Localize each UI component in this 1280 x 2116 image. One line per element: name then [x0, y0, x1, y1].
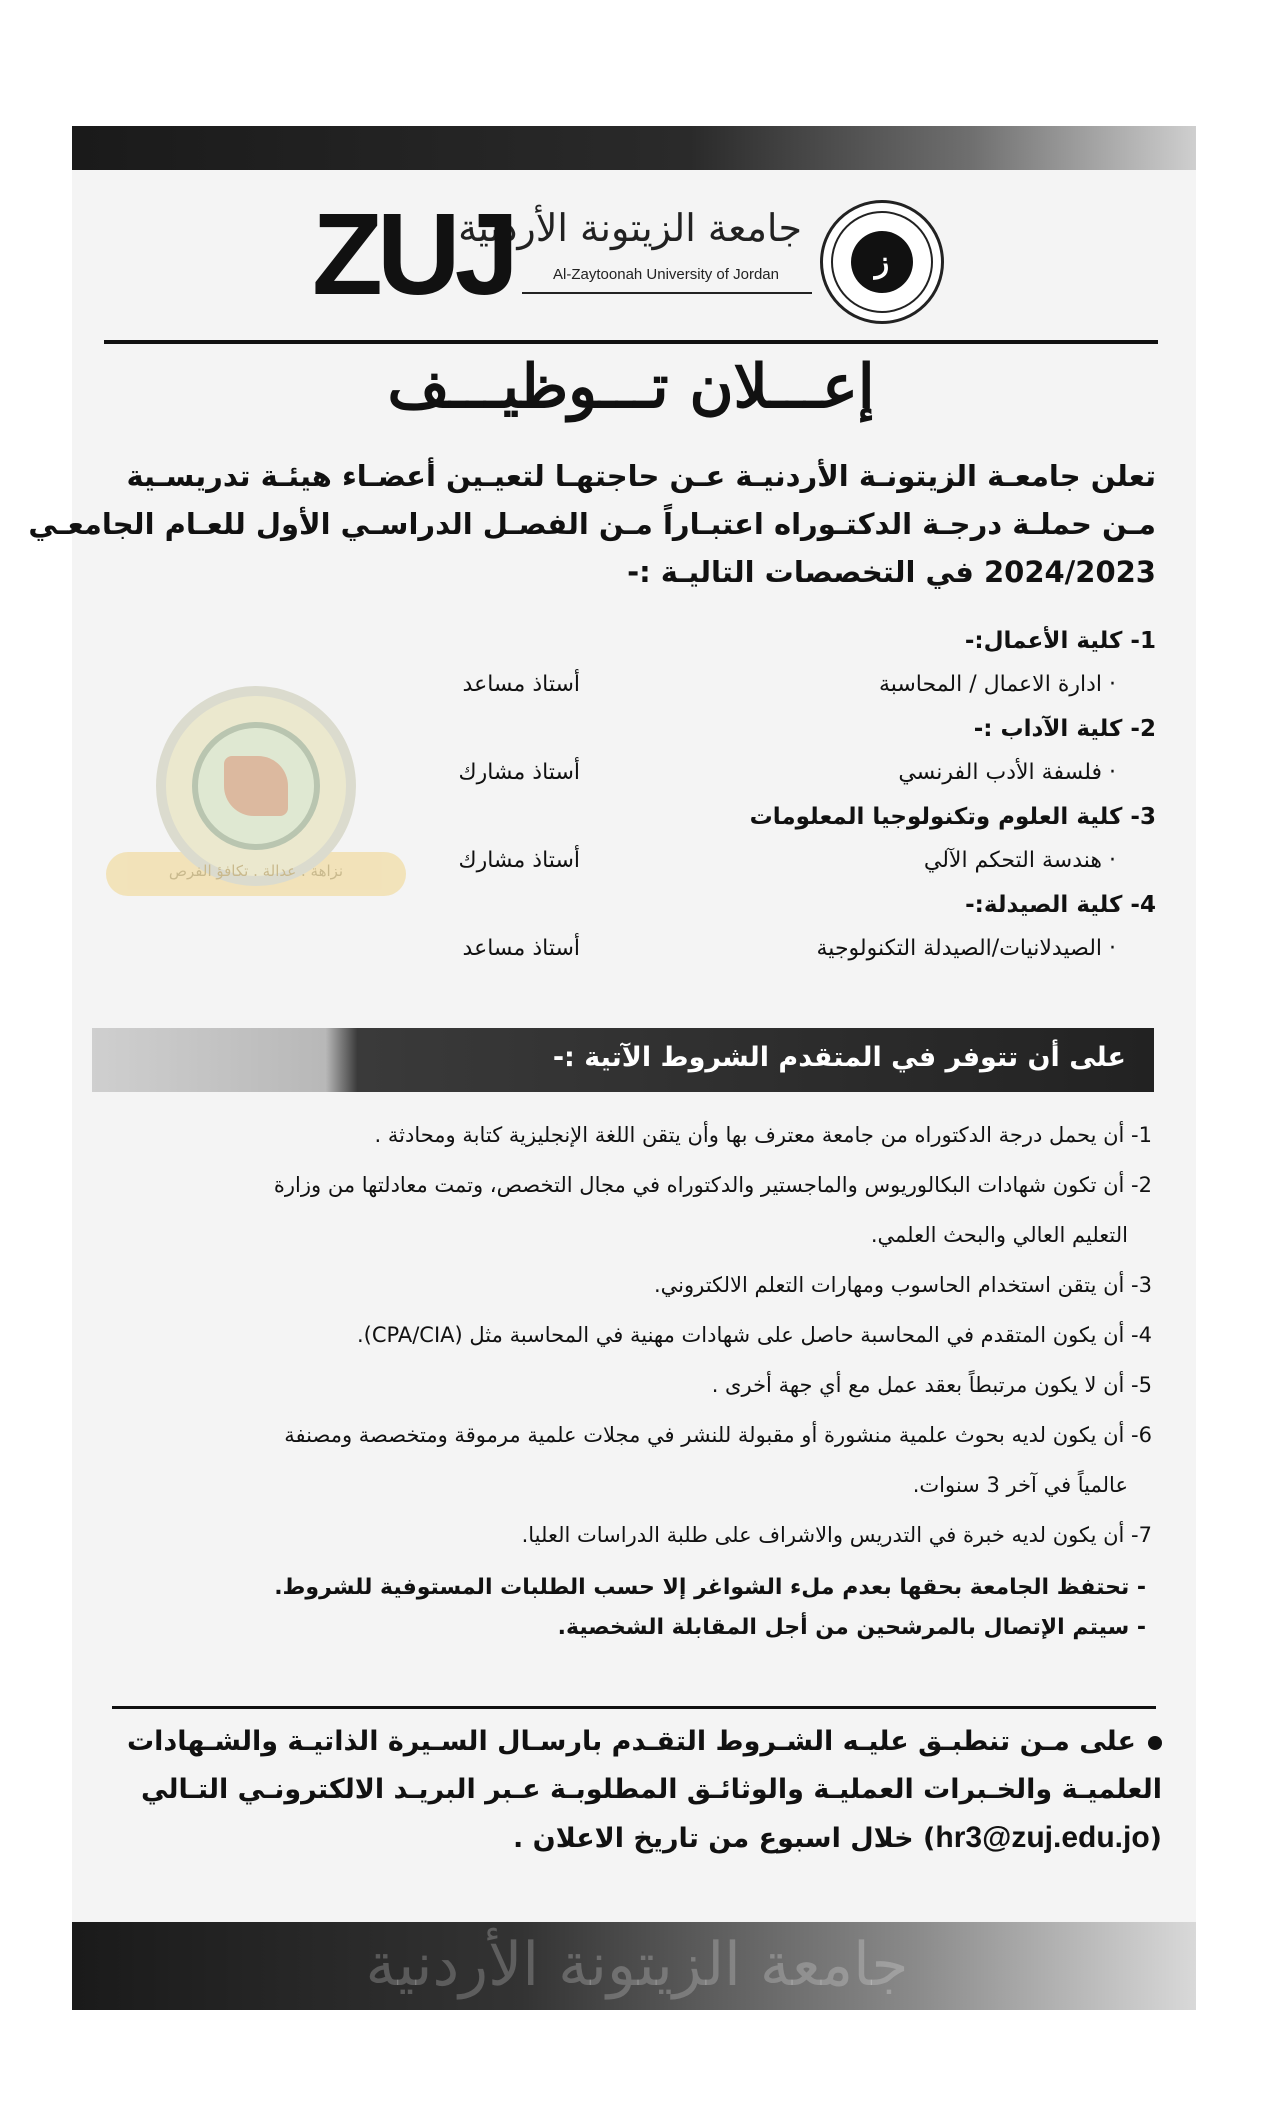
seal-letter: ز: [851, 231, 913, 293]
faculty-heading-row: [156, 628, 1156, 672]
university-name-arabic: جامعة الزيتونة الأردنية: [458, 206, 802, 250]
intro-line: تعلن جامعـة الزيتونـة الأردنيـة عـن حاجتهـا لتعيـين أعضـاء هيئـة تدريسـية: [126, 459, 1156, 493]
university-name-english: Al-Zaytoonah University of Jordan: [553, 266, 779, 283]
footer-watermark: جامعة الزيتونة الأردنية: [365, 1930, 909, 2000]
stamp-label: نزاهة . عدالة . تكافؤ الفرص: [168, 862, 344, 880]
condition-item: 6- أن يكون لديه بحوث علمية منشورة أو مقبولة للنشر في مجلات علمية مرموقة ومتخصصة ومصنفة: [284, 1423, 1152, 1447]
condition-item-continued: عالمياً في آخر 3 سنوات.: [912, 1473, 1128, 1497]
specialty: · الصيدلانيات/الصيدلة التكنولوجية: [816, 936, 1116, 961]
faculty-heading-row: [156, 716, 1156, 760]
faculty-heading-row: [156, 892, 1156, 936]
academic-rank: أستاذ مشارك: [458, 760, 580, 785]
university-seal-icon: [820, 200, 944, 324]
email-address[interactable]: hr3@zuj.edu.jo: [935, 1821, 1150, 1854]
condition-item: 5- أن لا يكون مرتبطاً بعقد عمل مع أي جهة أخرى .: [711, 1373, 1152, 1397]
condition-item: 7- أن يكون لديه خبرة في التدريس والاشراف على طلبة الدراسات العليا.: [521, 1523, 1152, 1547]
logo-divider: [522, 292, 812, 294]
section-divider: [112, 1706, 1156, 1709]
faculty-heading: 2- كلية الآداب :-: [973, 716, 1156, 742]
footer-banner: [72, 1922, 1196, 2010]
faculty-position-row: [156, 672, 1156, 716]
note-item: - تحتفظ الجامعة بحقها بعدم ملء الشواغر إلا حسب الطلبات المستوفية للشروط.: [274, 1575, 1146, 1600]
application-line: خلال اسبوع من تاريخ الاعلان .: [513, 1823, 914, 1854]
zuj-logo: ZUJ: [312, 189, 514, 319]
specialty: · فلسفة الأدب الفرنسي: [898, 760, 1116, 785]
top-banner: [72, 126, 1196, 170]
faculty-heading: 4- كلية الصيدلة:-: [965, 892, 1156, 918]
note-item: - سيتم الإتصال بالمرشحين من أجل المقابلة الشخصية.: [557, 1615, 1146, 1640]
faculties-list: [156, 628, 1156, 980]
conditions-header-bar: [92, 1028, 1154, 1092]
specialty: · هندسة التحكم الآلي: [923, 848, 1116, 873]
conditions-list: [112, 1110, 1152, 1560]
condition-item-continued: التعليم العالي والبحث العلمي.: [870, 1223, 1128, 1247]
condition-item: 2- أن تكون شهادات البكالوريوس والماجستير والدكتوراه في مجال التخصص، وتمت معادلتها من وزارة: [273, 1173, 1152, 1197]
faculty-heading-row: [156, 804, 1156, 848]
header-divider: [104, 340, 1158, 344]
specialty: · ادارة الاعمال / المحاسبة: [878, 672, 1116, 697]
academic-rank: أستاذ مساعد: [462, 672, 580, 697]
condition-item: 1- أن يحمل درجة الدكتوراه من جامعة معترف بها وأن يتقن اللغة الإنجليزية كتابة ومحادثة .: [374, 1123, 1152, 1147]
intro-line: 2024/2023 في التخصصات التاليـة :-: [627, 555, 1156, 589]
conditions-header: على أن تتوفر في المتقدم الشروط الآتية :-: [552, 1042, 1126, 1073]
faculty-position-row: [156, 936, 1156, 980]
notes: [146, 1568, 1146, 1648]
application-line: العلميـة والخـبرات العمليـة والوثائـق المطلوبـة عـبر البريـد الالكترونـي التـالي: [141, 1774, 1162, 1805]
application-line: على مـن تنطبـق عليـه الشـروط التقـدم بارسـال السـيرة الذاتيـة والشـهادات: [126, 1726, 1136, 1757]
academic-rank: أستاذ مشارك: [458, 848, 580, 873]
application-instructions: على مـن تنطبـق عليـه الشـروط التقـدم بارسـال السـيرة الذاتيـة والشـهادات العلميـة والخـبرات العمليـة والوثائـق المطلوبـة عـبر البريـد الالكترونـي التـالي (hr3@zuj.edu.jo) خلال اسبوع من تاريخ الاعلان .: [122, 1718, 1162, 1863]
faculty-position-row: [156, 848, 1156, 892]
announcement-title: إعـــلان تـــوظيـــف: [387, 352, 875, 422]
faculty-heading: 3- كلية العلوم وتكنولوجيا المعلومات: [749, 804, 1156, 830]
bullet-icon: [1148, 1736, 1162, 1750]
condition-item: 4- أن يكون المتقدم في المحاسبة حاصل على شهادات مهنية في المحاسبة مثل (CPA/CIA).: [357, 1323, 1152, 1347]
faculty-heading: 1- كلية الأعمال:-: [964, 628, 1156, 654]
condition-item: 3- أن يتقن استخدام الحاسوب ومهارات التعلم الالكتروني.: [653, 1273, 1152, 1297]
faculty-position-row: [156, 760, 1156, 804]
academic-rank: أستاذ مساعد: [462, 936, 580, 961]
intro-line: مـن حملـة درجـة الدكتـوراه اعتبـاراً مـن الفصـل الدراسـي الأول للعـام الجامعـي: [28, 507, 1156, 541]
announcement-intro: [28, 452, 1156, 596]
